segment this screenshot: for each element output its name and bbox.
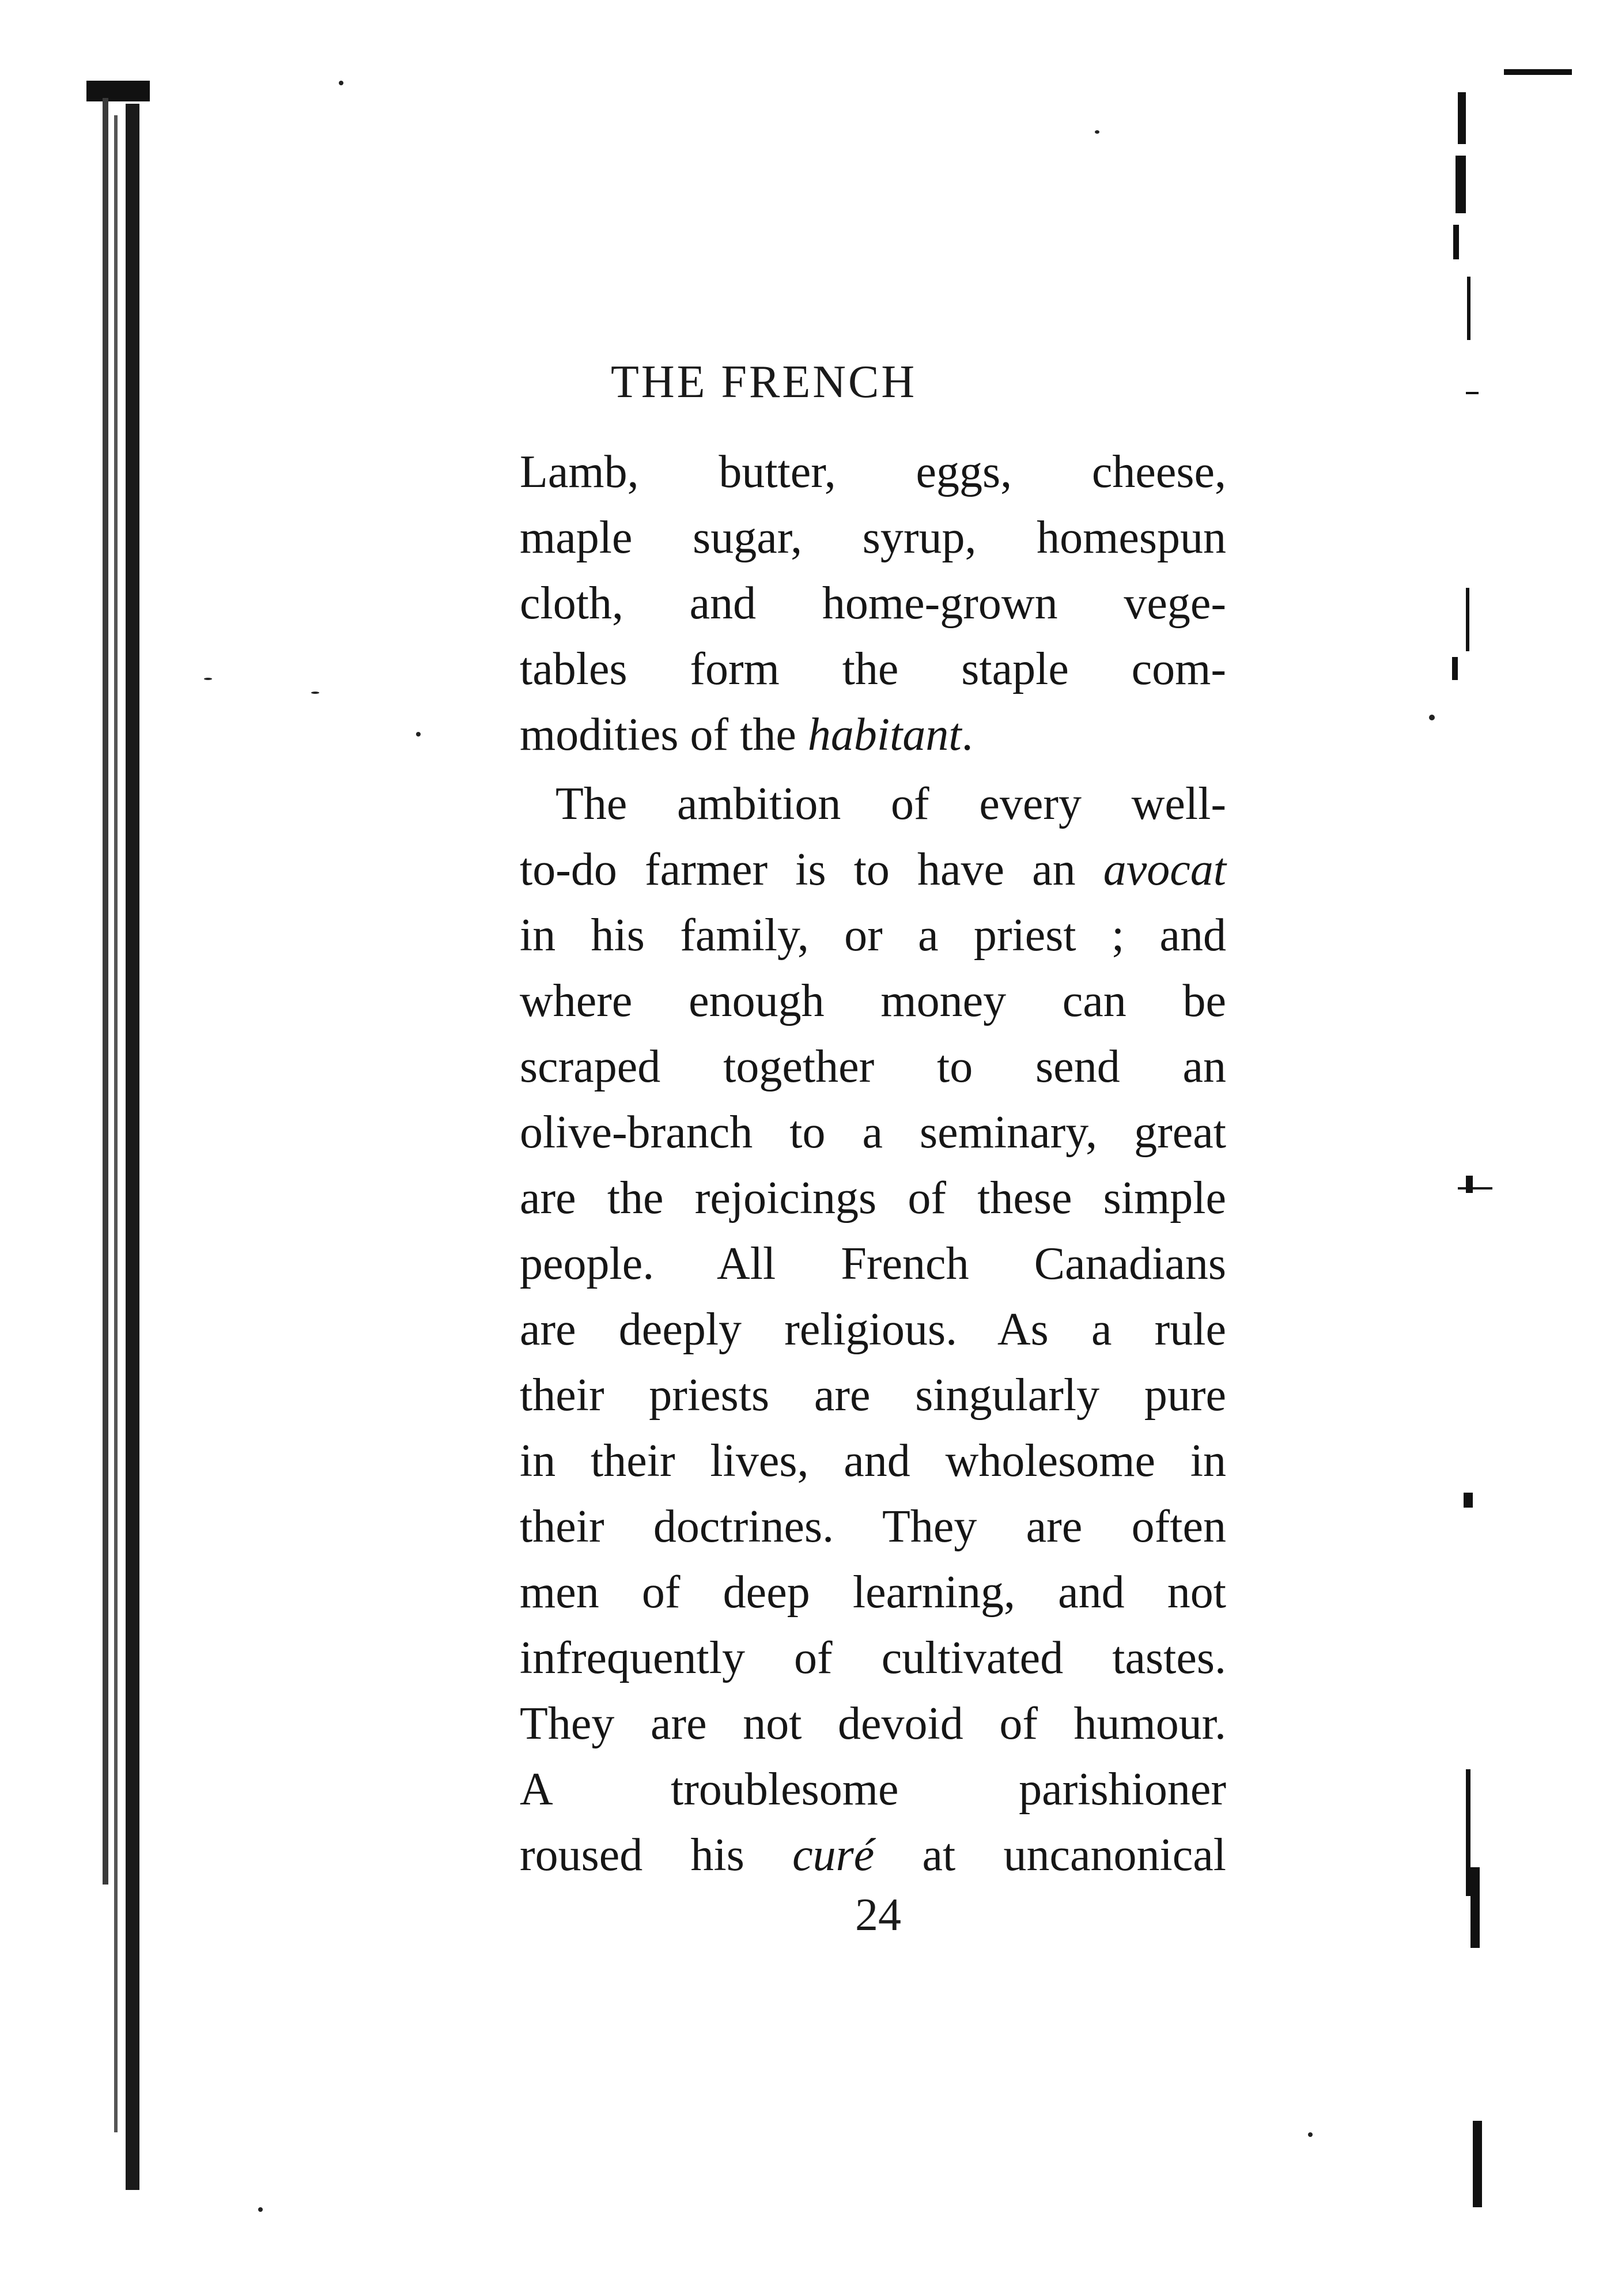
edge-mark xyxy=(1458,1187,1492,1189)
italic-word: curé xyxy=(792,1830,875,1880)
edge-mark xyxy=(1504,69,1572,75)
text-line: their doctrines. They are often xyxy=(520,1501,1226,1552)
text-line: in their lives, and wholesome in xyxy=(520,1436,1226,1486)
page-number: 24 xyxy=(855,1890,901,1940)
text-line: people. All French Canadians xyxy=(520,1238,1226,1289)
body-text xyxy=(520,439,1226,1888)
text-line: tables form the staple com- xyxy=(520,644,1226,694)
binding-edge-line xyxy=(114,115,118,2132)
italic-word: avocat xyxy=(1103,844,1226,895)
text-line: their priests are singularly pure xyxy=(520,1370,1226,1421)
text-line: men of deep learning, and not xyxy=(520,1567,1226,1618)
text-line: scraped together to send an xyxy=(520,1041,1226,1092)
edge-mark xyxy=(1473,2121,1482,2207)
paper-speck xyxy=(416,732,421,737)
text-line: olive-branch to a seminary, great xyxy=(520,1107,1226,1158)
edge-mark xyxy=(1458,92,1466,144)
paper-speck xyxy=(1308,2132,1313,2137)
text-line: maple sugar, syrup, homespun xyxy=(520,512,1226,563)
edge-mark xyxy=(1466,1176,1473,1193)
paper-speck xyxy=(1095,130,1099,134)
paper-speck xyxy=(339,81,343,85)
binding-edge xyxy=(86,81,156,2190)
facing-page-edge xyxy=(1441,69,1573,2225)
edge-mark xyxy=(1470,1867,1480,1948)
binding-edge-line xyxy=(103,98,108,1885)
text-line: cloth, and home-grown vege- xyxy=(520,578,1226,629)
edge-mark xyxy=(1466,1769,1470,1896)
running-head: THE FRENCH xyxy=(611,357,917,407)
text-line: The ambition of every well- xyxy=(555,779,1226,829)
edge-mark xyxy=(1467,277,1470,340)
text-line: Lamb, butter, eggs, cheese, xyxy=(520,447,1226,497)
paragraph xyxy=(520,771,1226,1888)
text-line: where enough money can be xyxy=(520,976,1226,1026)
text-run: . xyxy=(961,709,973,760)
text-line: They are not devoid of humour. xyxy=(520,1698,1226,1749)
edge-mark xyxy=(1452,657,1458,680)
edge-mark xyxy=(1466,392,1479,394)
text-run: to-do farmer is to have an xyxy=(520,844,1103,895)
text-line: infrequently of cultivated tastes. xyxy=(520,1633,1226,1683)
italic-word: habitant xyxy=(807,709,962,760)
paper-speck xyxy=(1429,715,1435,720)
text-run: modities of the xyxy=(520,709,808,760)
paper-speck xyxy=(258,2207,263,2212)
edge-mark xyxy=(1453,225,1459,259)
text-line xyxy=(520,837,1226,902)
text-line: in his family, or a priest ; and xyxy=(520,910,1226,961)
text-line: are deeply religious. As a rule xyxy=(520,1304,1226,1355)
text-line xyxy=(520,702,1226,768)
edge-mark xyxy=(1466,588,1469,651)
binding-edge-shadow xyxy=(126,104,139,2190)
text-line: are the rejoicings of these simple xyxy=(520,1173,1226,1223)
paragraph xyxy=(520,439,1226,768)
text-run: roused his xyxy=(520,1830,793,1880)
text-line: A troublesome parishioner xyxy=(520,1764,1226,1815)
text-line xyxy=(520,1822,1226,1888)
paper-speck xyxy=(311,692,319,694)
paper-speck xyxy=(204,678,212,680)
edge-mark xyxy=(1456,156,1466,213)
binding-edge-cap xyxy=(86,81,150,101)
edge-mark xyxy=(1464,1493,1473,1508)
text-run: at uncanonical xyxy=(874,1830,1227,1880)
